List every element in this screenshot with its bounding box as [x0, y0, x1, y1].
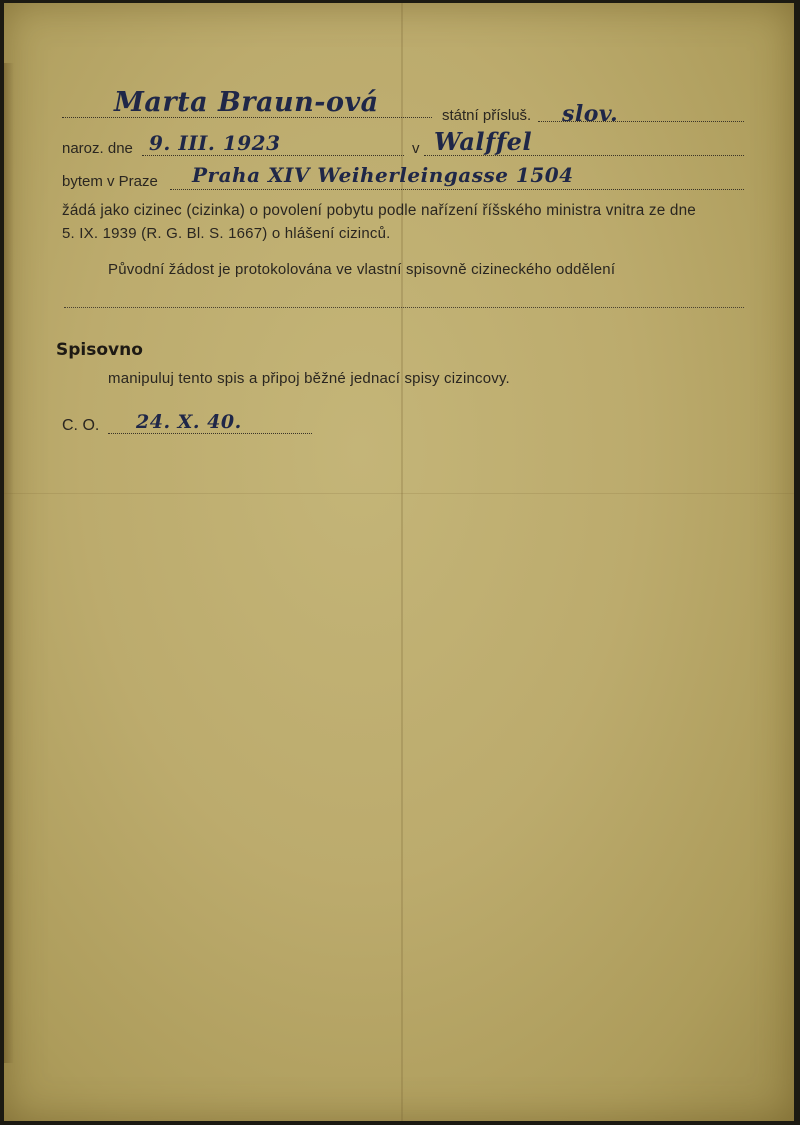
request-line-1: žádá jako cizinec (cizinka) o povolení pobytu podle nařízení říšského ministra vnitra ze dne [62, 202, 696, 219]
co-line [108, 433, 312, 434]
co-label: C. O. [62, 417, 100, 434]
state-handwritten: slov. [562, 101, 619, 127]
spisovno-heading: Spisovno [56, 340, 143, 360]
name-handwritten: Marta Braun-ová [114, 87, 379, 118]
separator-line [64, 307, 744, 308]
document-paper [4, 3, 794, 1121]
state-label: státní přísluš. [442, 107, 532, 124]
form-content [4, 3, 794, 1121]
birth-date-label: naroz. dne [62, 140, 133, 157]
co-date-handwritten: 24. X. 40. [136, 411, 242, 433]
residence-handwritten: Praha XIV Weiherleingasse 1504 [192, 163, 574, 187]
residence-label: bytem v Praze [62, 173, 158, 190]
residence-line [170, 189, 744, 190]
birth-place-handwritten: Walffel [434, 127, 533, 156]
spisovno-instruction: manipuluj tento spis a připoj běžné jednací spisy cizincovy. [108, 370, 510, 387]
birth-date-handwritten: 9. III. 1923 [149, 131, 281, 155]
birth-date-line [142, 155, 404, 156]
request-line-2: 5. IX. 1939 (R. G. Bl. S. 1667) o hlášení cizinců. [62, 225, 391, 242]
birth-place-label: v [412, 140, 420, 157]
note-text: Původní žádost je protokolována ve vlastní spisovně cizineckého oddělení [108, 261, 616, 278]
